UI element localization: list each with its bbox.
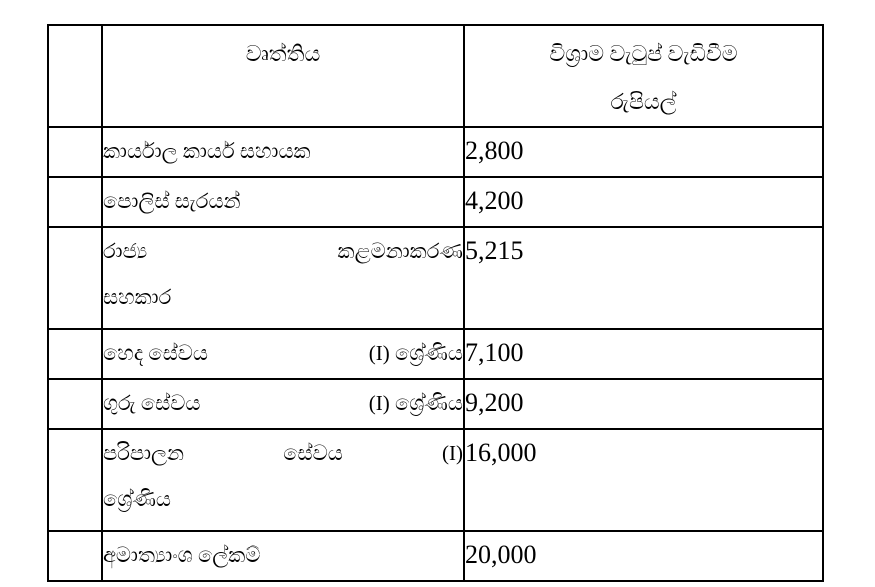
profession-text-line — [103, 178, 463, 224]
profession-text-line — [103, 532, 463, 578]
table-container — [47, 24, 824, 582]
profession-text-line — [103, 128, 463, 174]
amount-cell — [464, 227, 823, 329]
profession-cell — [102, 127, 464, 177]
amount-value: 5,215 — [465, 236, 524, 265]
profession-text-segment: සේවය — [283, 441, 343, 465]
profession-cell — [102, 429, 464, 531]
amount-value: 7,100 — [465, 338, 524, 367]
amount-cell — [464, 429, 823, 531]
profession-text-segment: රාජ්‍ය — [103, 239, 148, 263]
amount-value: 20,000 — [465, 540, 537, 569]
row-number-cell — [48, 227, 102, 329]
row-number-cell — [48, 379, 102, 429]
row-number-cell — [48, 177, 102, 227]
profession-text-segment: (I) ශ්‍රේණිය — [368, 391, 463, 415]
amount-cell — [464, 127, 823, 177]
header-amount-label — [465, 26, 822, 126]
table-body — [48, 127, 823, 581]
header-profession-label — [103, 26, 463, 78]
profession-text-line — [103, 330, 463, 376]
profession-text-segment: අමාත්‍යාංශ ලේකම් — [103, 543, 261, 567]
row-number-cell — [48, 127, 102, 177]
profession-cell — [102, 177, 464, 227]
header-profession-text: වෘත්තිය — [245, 41, 321, 66]
header-amount-text-line2: රුපියල් — [610, 89, 677, 114]
table-header-row — [48, 25, 823, 127]
table-row — [48, 531, 823, 581]
table-row — [48, 127, 823, 177]
profession-text-segment: කාර්යාල කාර්ය සහායක — [103, 139, 311, 163]
table-row — [48, 227, 823, 329]
profession-cell — [102, 227, 464, 329]
pension-increase-table — [47, 24, 824, 582]
profession-cell — [102, 379, 464, 429]
table-row — [48, 329, 823, 379]
profession-text-segment: (I) — [442, 441, 463, 465]
amount-value: 2,800 — [465, 136, 524, 165]
amount-cell — [464, 531, 823, 581]
row-number-cell — [48, 531, 102, 581]
table-row — [48, 379, 823, 429]
profession-text-segment: පොලිස් සැරයන් — [103, 189, 241, 213]
header-amount-cell — [464, 25, 823, 127]
row-number-cell — [48, 429, 102, 531]
profession-text-segment: ගුරු සේවය — [103, 391, 201, 415]
profession-text-segment: සහකාර — [103, 285, 172, 309]
table-row — [48, 177, 823, 227]
profession-text-line — [103, 430, 463, 476]
profession-text-line — [103, 380, 463, 426]
profession-text-segment: ශ්‍රේණිය — [103, 487, 171, 511]
profession-text-segment: හෙද සේවය — [103, 341, 208, 365]
header-amount-text-line1: විශ්‍රාම වැටුප් වැඩිවීම — [549, 41, 738, 66]
profession-text-line — [103, 228, 463, 274]
header-profession-cell — [102, 25, 464, 127]
row-number-cell — [48, 329, 102, 379]
table-row — [48, 429, 823, 531]
profession-text-segment: (I) ශ්‍රේණිය — [368, 341, 463, 365]
header-row-number-cell — [48, 25, 102, 127]
amount-value: 16,000 — [465, 438, 537, 467]
profession-text-line — [103, 274, 463, 320]
profession-cell — [102, 329, 464, 379]
profession-text-segment: කළමනාකරණ — [337, 239, 463, 263]
amount-cell — [464, 177, 823, 227]
amount-value: 4,200 — [465, 186, 524, 215]
amount-cell — [464, 379, 823, 429]
profession-cell — [102, 531, 464, 581]
amount-cell — [464, 329, 823, 379]
profession-text-line — [103, 476, 463, 522]
amount-value: 9,200 — [465, 388, 524, 417]
profession-text-segment: පරිපාලන — [103, 441, 185, 465]
